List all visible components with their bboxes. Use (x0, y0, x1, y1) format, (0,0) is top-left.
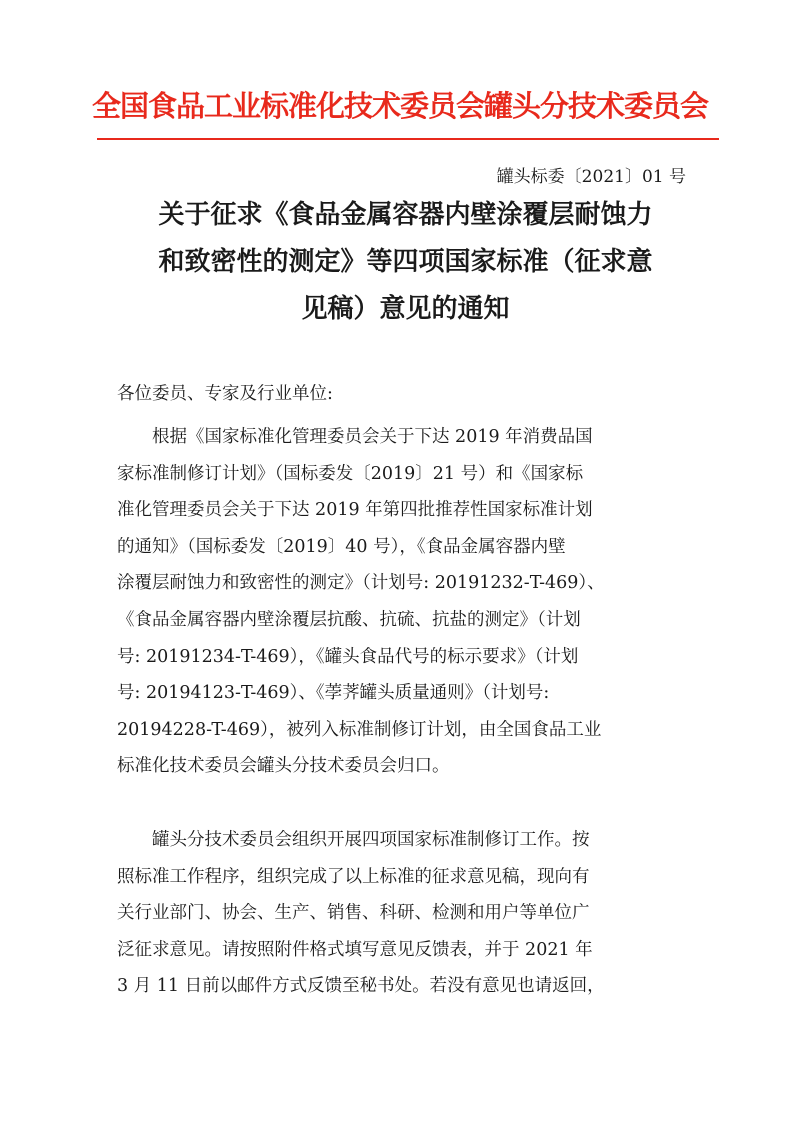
paragraph-line: 根据《国家标准化管理委员会关于下达 2019 年消费品国 (152, 427, 593, 447)
paragraph-line: 的通知》（国标委发〔2019〕40 号），《食品金属容器内壁 (117, 536, 566, 557)
paragraph-line: 号: 20194123-T-469）、《荸荠罐头质量通则》（计划号: (117, 683, 550, 704)
salutation: 各位委员、专家及行业单位: (117, 384, 333, 404)
paragraph-line: 照标准工作程序，组织完成了以上标准的征求意见稿，现向有 (117, 866, 590, 887)
paragraph-line: 泛征求意见。请按照附件格式填写意见反馈表，并于 2021 年 (117, 939, 593, 960)
paragraph-line: 关行业部门、协会、生产、销售、科研、检测和用户等单位广 (117, 903, 590, 924)
document-number: 罐头标委〔2021〕01 号 (496, 167, 686, 187)
document-title (98, 192, 713, 333)
paragraph-line: 标准化技术委员会罐头分技术委员会归口。 (117, 756, 450, 777)
title-line: 和致密性的测定》等四项国家标准（征求意 (158, 247, 653, 277)
paragraph-line: 《食品金属容器内壁涂覆层抗酸、抗硫、抗盐的测定》（计划 (117, 609, 581, 630)
paragraph-line: 20194228-T-469），被列入标准制修订计划，由全国食品工业 (117, 719, 602, 740)
org-header-title: 全国食品工业标准化技术委员会罐头分技术委员会 (91, 89, 708, 123)
header-divider (97, 138, 719, 140)
paragraph-line: 涂覆层耐蚀力和致密性的测定》（计划号: 20191232-T-469）、 (117, 573, 605, 594)
title-line: 关于征求《食品金属容器内壁涂覆层耐蚀力 (158, 200, 653, 230)
paragraph-1 (117, 419, 697, 785)
paragraph-line: 准化管理委员会关于下达 2019 年第四批推荐性国家标准计划 (117, 500, 593, 521)
paragraph-line: 3 月 11 日前以邮件方式反馈至秘书处。若没有意见也请返回， (117, 976, 605, 997)
paragraph-line: 家标准制修订计划》（国标委发〔2019〕21 号）和《国家标 (117, 463, 584, 484)
paragraph-line: 罐头分技术委员会组织开展四项国家标准制修订工作。按 (152, 830, 590, 850)
paragraph-line: 号: 20191234-T-469），《罐头食品代号的标示要求》（计划 (117, 646, 579, 667)
title-line: 见稿）意见的通知 (301, 294, 510, 324)
paragraph-2 (117, 822, 697, 1005)
